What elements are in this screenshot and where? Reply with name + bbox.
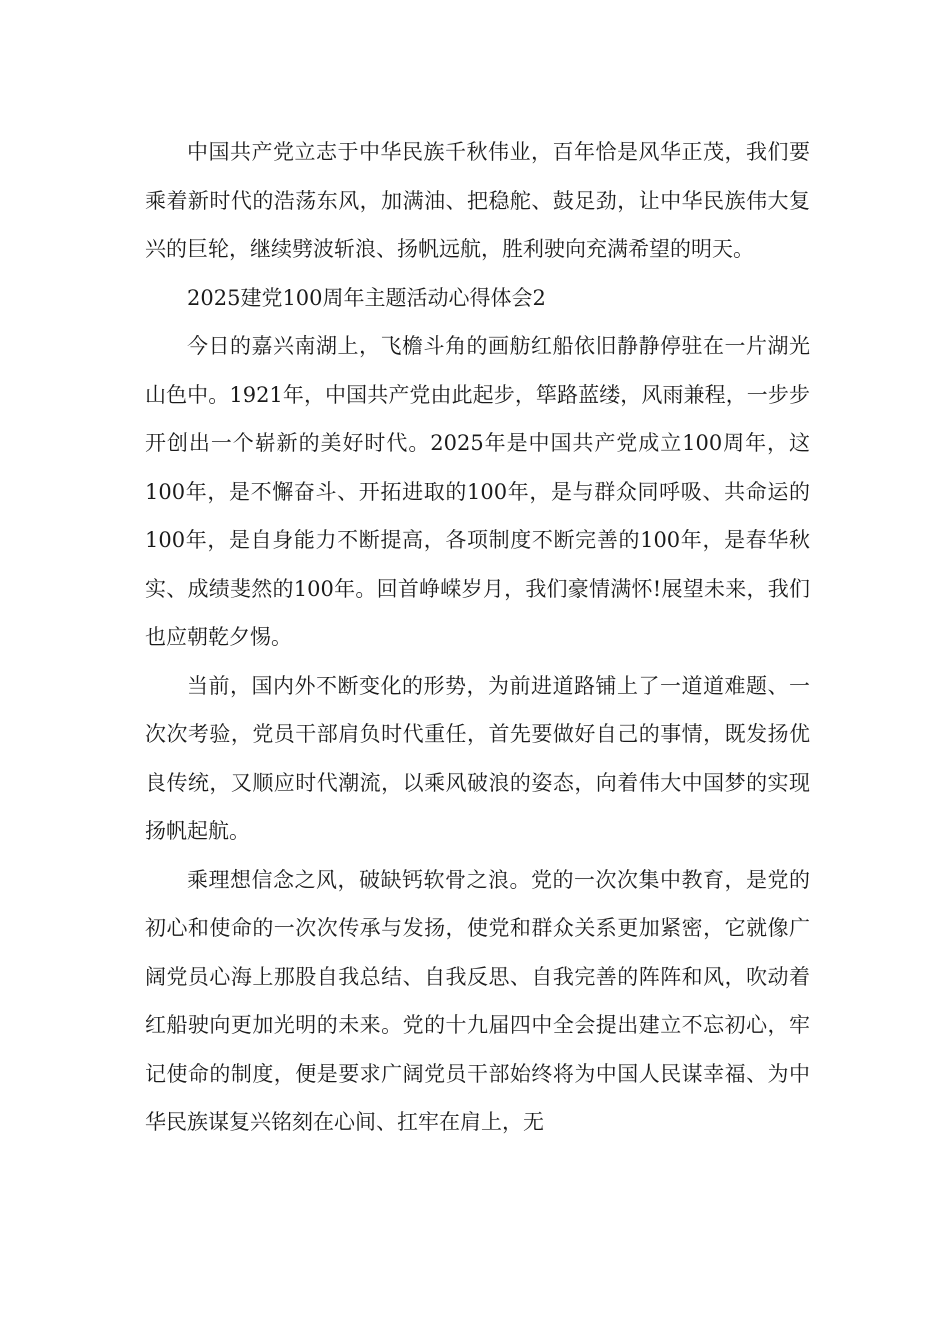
paragraph-nanhu: 今日的嘉兴南湖上，飞檐斗角的画舫红船依旧静静停驻在一片湖光山色中。1921年，中国共产党由此起步，筚路蓝缕，风雨兼程，一步步开创出一个崭新的美好时代。2025年是中国共产党成立100周年，这100年，是不懈奋斗、开拓进取的100年，是与群众同呼吸、共命运的100年，是自身能力不断提高，各项制度不断完善的100年，是春华秋实、成绩斐然的100年。回首峥嵘岁月，我们豪情满怀!展望未来，我们也应朝乾夕惕。 [145, 334, 810, 649]
paragraph-ideals: 乘理想信念之风，破缺钙软骨之浪。党的一次次集中教育，是党的初心和使命的一次次传承与发扬，使党和群众关系更加紧密，它就像广阔党员心海上那股自我总结、自我反思、自我完善的阵阵和风，吹动着红船驶向更加光明的未来。党的十九届四中全会提出建立不忘初心，牢记使命的制度，便是要求广阔党员干部始终将为中国人民谋幸福、为中华民族谋复兴铭刻在心间、扛牢在肩上，无 [145, 867, 810, 1134]
paragraph-current: 当前，国内外不断变化的形势，为前进道路铺上了一道道难题、一次次考验，党员干部肩负时代重任，首先要做好自己的事情，既发扬优良传统，又顺应时代潮流，以乘风破浪的姿态，向着伟大中国梦的实现扬帆起航。 [145, 673, 810, 843]
section-heading: 2025建党100周年主题活动心得体会2 [187, 285, 546, 310]
paragraph-closing: 中国共产党立志于中华民族千秋伟业，百年恰是风华正茂，我们要乘着新时代的浩荡东风，加满油、把稳舵、鼓足劲，让中华民族伟大复兴的巨轮，继续劈波斩浪、扬帆远航，胜利驶向充满希望的明天。 [145, 140, 810, 261]
document-body [145, 128, 810, 1147]
